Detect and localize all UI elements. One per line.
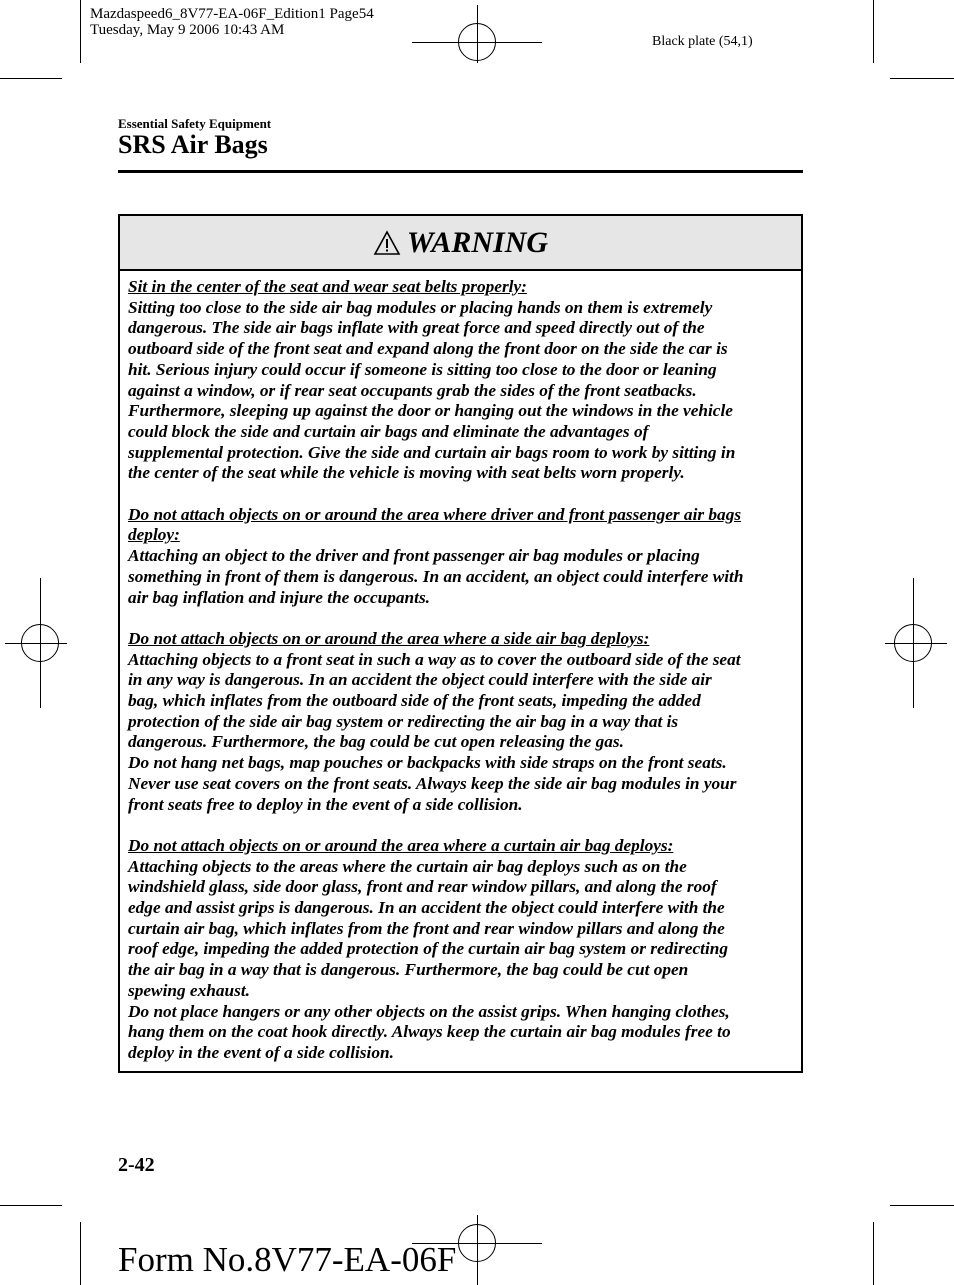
registration-mark-bottom xyxy=(458,1224,496,1262)
warning-text-line: against a window, or if rear seat occupants grab the sides of the front seatbacks. xyxy=(128,380,697,400)
warning-text-line: Never use seat covers on the front seats. Always keep the side air bag modules in your xyxy=(128,773,737,793)
warning-text-line: edge and assist grips is dangerous. In an accident the object could interfere with the xyxy=(128,898,725,918)
warning-text-line: the air bag in a way that is dangerous. Furthermore, the bag could be cut open xyxy=(128,960,689,980)
warning-text-line: Attaching an object to the driver and front passenger air bag modules or placing xyxy=(128,546,700,566)
crop-mark xyxy=(890,78,954,79)
warning-paragraph xyxy=(128,629,793,815)
warning-text-line: the center of the seat while the vehicle is moving with seat belts worn properly. xyxy=(128,463,685,483)
warning-text-line: Furthermore, sleeping up against the door or hanging out the windows in the vehicle xyxy=(128,401,733,421)
warning-text-line: windshield glass, side door glass, front and rear window pillars, and along the roof xyxy=(128,877,717,897)
crop-mark xyxy=(80,0,81,63)
registration-mark-right xyxy=(894,624,932,662)
warning-text-line: Do not place hangers or any other objects on the assist grips. When hanging clothes, xyxy=(128,1001,730,1021)
print-job-line: Mazdaspeed6_8V77-EA-06F_Edition1 Page54 xyxy=(90,6,374,22)
warning-text-line: hang them on the coat hook directly. Always keep the curtain air bag modules free to xyxy=(128,1022,731,1042)
warning-paragraph-heading: Do not attach objects on or around the area where driver and front passenger air bags deploy: xyxy=(128,504,742,545)
print-date-line: Tuesday, May 9 2006 10:43 AM xyxy=(90,22,285,38)
registration-mark-top xyxy=(458,23,496,61)
warning-text-line: Do not hang net bags, map pouches or backpacks with side straps on the front seats. xyxy=(128,753,727,773)
page-title: SRS Air Bags xyxy=(118,130,268,159)
warning-text-line: deploy in the event of a side collision. xyxy=(128,1042,394,1062)
registration-mark-left xyxy=(21,624,59,662)
crop-mark xyxy=(873,0,874,63)
form-number: Form No.8V77-EA-06F xyxy=(118,1240,457,1279)
warning-paragraph xyxy=(128,505,793,609)
warning-text-line: in any way is dangerous. In an accident the object could interfere with the side air xyxy=(128,670,712,690)
warning-paragraph-heading: Sit in the center of the seat and wear seat belts properly: xyxy=(128,277,527,296)
warning-text-line: front seats free to deploy in the event of a side collision. xyxy=(128,794,523,814)
warning-text-line: roof edge, impeding the added protection of the curtain air bag system or redirecting xyxy=(128,939,729,959)
warning-paragraph-heading: Do not attach objects on or around the area where a side air bag deploys: xyxy=(128,628,650,648)
warning-text-line: curtain air bag, which inflates from the front and rear window pillars and along the xyxy=(128,918,725,938)
crop-mark xyxy=(0,1205,62,1206)
warning-paragraph xyxy=(128,836,793,1064)
warning-text-line: Attaching objects to the areas where the curtain air bag deploys such as on the xyxy=(128,856,687,876)
warning-text-line: dangerous. Furthermore, the bag could be cut open releasing the gas. xyxy=(128,732,624,752)
crop-mark xyxy=(0,78,62,79)
warning-text-line: supplemental protection. Give the side and curtain air bags room to work by sitting in xyxy=(128,442,736,462)
crop-mark xyxy=(80,1222,81,1285)
warning-text-line: could block the side and curtain air bags and eliminate the advantages of xyxy=(128,421,649,441)
warning-text-line: dangerous. The side air bags inflate with great force and speed directly out of the xyxy=(128,318,705,338)
warning-triangle-icon xyxy=(373,230,401,256)
print-job-info xyxy=(90,6,374,38)
title-rule xyxy=(118,170,803,173)
page-number: 2-42 xyxy=(118,1154,155,1176)
crop-mark xyxy=(890,1205,954,1206)
warning-text-line: Sitting too close to the side air bag modules or placing hands on them is extremely xyxy=(128,297,713,317)
warning-text-line: hit. Serious injury could occur if someone is sitting too close to the door or leaning xyxy=(128,359,717,379)
warning-paragraph-heading: Do not attach objects on or around the area where a curtain air bag deploys: xyxy=(128,835,674,855)
warning-text-line: air bag inflation and injure the occupants. xyxy=(128,587,430,607)
warning-header xyxy=(120,216,801,271)
crop-mark xyxy=(873,1222,874,1285)
warning-paragraph xyxy=(128,277,793,484)
warning-body xyxy=(120,271,801,1064)
warning-box xyxy=(118,214,803,1073)
warning-text-line: bag, which inflates from the outboard side of the front seats, impeding the added xyxy=(128,691,701,711)
plate-label: Black plate (54,1) xyxy=(652,34,753,49)
warning-title: WARNING xyxy=(406,225,549,259)
warning-text-line: protection of the side air bag system or redirecting the air bag in a way that is xyxy=(128,711,679,731)
warning-text-line: spewing exhaust. xyxy=(128,980,250,1000)
warning-text-line: something in front of them is dangerous. In an accident, an object could interfere with xyxy=(128,566,744,586)
section-label: Essential Safety Equipment xyxy=(118,116,272,131)
warning-text-line: outboard side of the front seat and expand along the front door on the side the car is xyxy=(128,339,728,359)
warning-text-line: Attaching objects to a front seat in such a way as to cover the outboard side of the seat xyxy=(128,649,741,669)
